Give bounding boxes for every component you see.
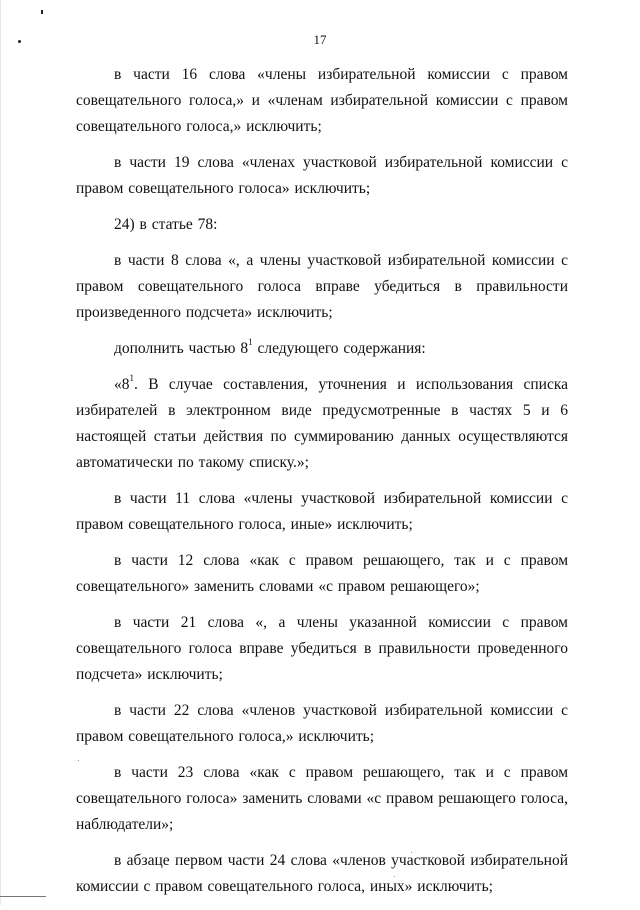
superscript: 1	[248, 336, 253, 347]
paragraph-text: дополнить частью 8	[114, 340, 249, 357]
quoted-new-part	[76, 372, 568, 476]
scan-artifact-mark	[41, 10, 43, 14]
page-number: 17	[313, 32, 327, 47]
scan-artifact-line	[0, 896, 46, 897]
scan-edge-line	[0, 0, 1, 905]
paragraph-text: «8	[114, 376, 130, 393]
amendment-paragraph: в части 22 слова «членов участковой избирательной комиссии с правом совещательного голоса,» исключить;	[76, 702, 568, 745]
amendment-paragraph	[76, 336, 568, 362]
paragraph-text: следующего содержания:	[252, 340, 426, 357]
amendment-paragraph: в части 21 слова «, а члены указанной комиссии с правом совещательного голоса вправе убедиться в правильности проведенного подсчета» исключить;	[76, 614, 568, 683]
amendment-paragraph: в части 12 слова «как с правом решающего, так и с правом совещательного» заменить словами «с правом решающего»;	[76, 552, 568, 595]
amendment-paragraph: в части 11 слова «члены участковой избирательной комиссии с правом совещательного голоса, иные» исключить;	[76, 490, 568, 533]
document-body	[76, 62, 568, 910]
amendment-paragraph: в части 16 слова «члены избирательной комиссии с правом совещательного голоса,» и «членам избирательной комиссии с правом совещательного голоса,» исключить;	[76, 66, 568, 135]
paragraph-text: . В случае составления, уточнения и использования списка избирателей в электронном виде предусмотренные в частях 5 и 6 настоящей статьи действия по суммированию данных осуществляются автоматически по такому списку.»;	[76, 376, 568, 471]
superscript: 1	[129, 372, 134, 383]
article-heading: 24) в статье 78:	[114, 216, 218, 233]
amendment-paragraph: в абзаце первом части 24 слова «членов участковой избирательной комиссии с правом совещательного голоса, иных» исключить;	[76, 852, 568, 895]
amendment-paragraph: в части 23 слова «как с правом решающего, так и с правом совещательного голоса» заменить словами «с правом решающего голоса, наблюдатели»;	[76, 764, 568, 833]
amendment-paragraph: в части 8 слова «, а члены участковой избирательной комиссии с правом совещательного голоса вправе убедиться в правильности произведенного подсчета» исключить;	[76, 252, 568, 321]
amendment-paragraph: в части 19 слова «членах участковой избирательной комиссии с правом совещательного голоса» исключить;	[76, 154, 568, 197]
